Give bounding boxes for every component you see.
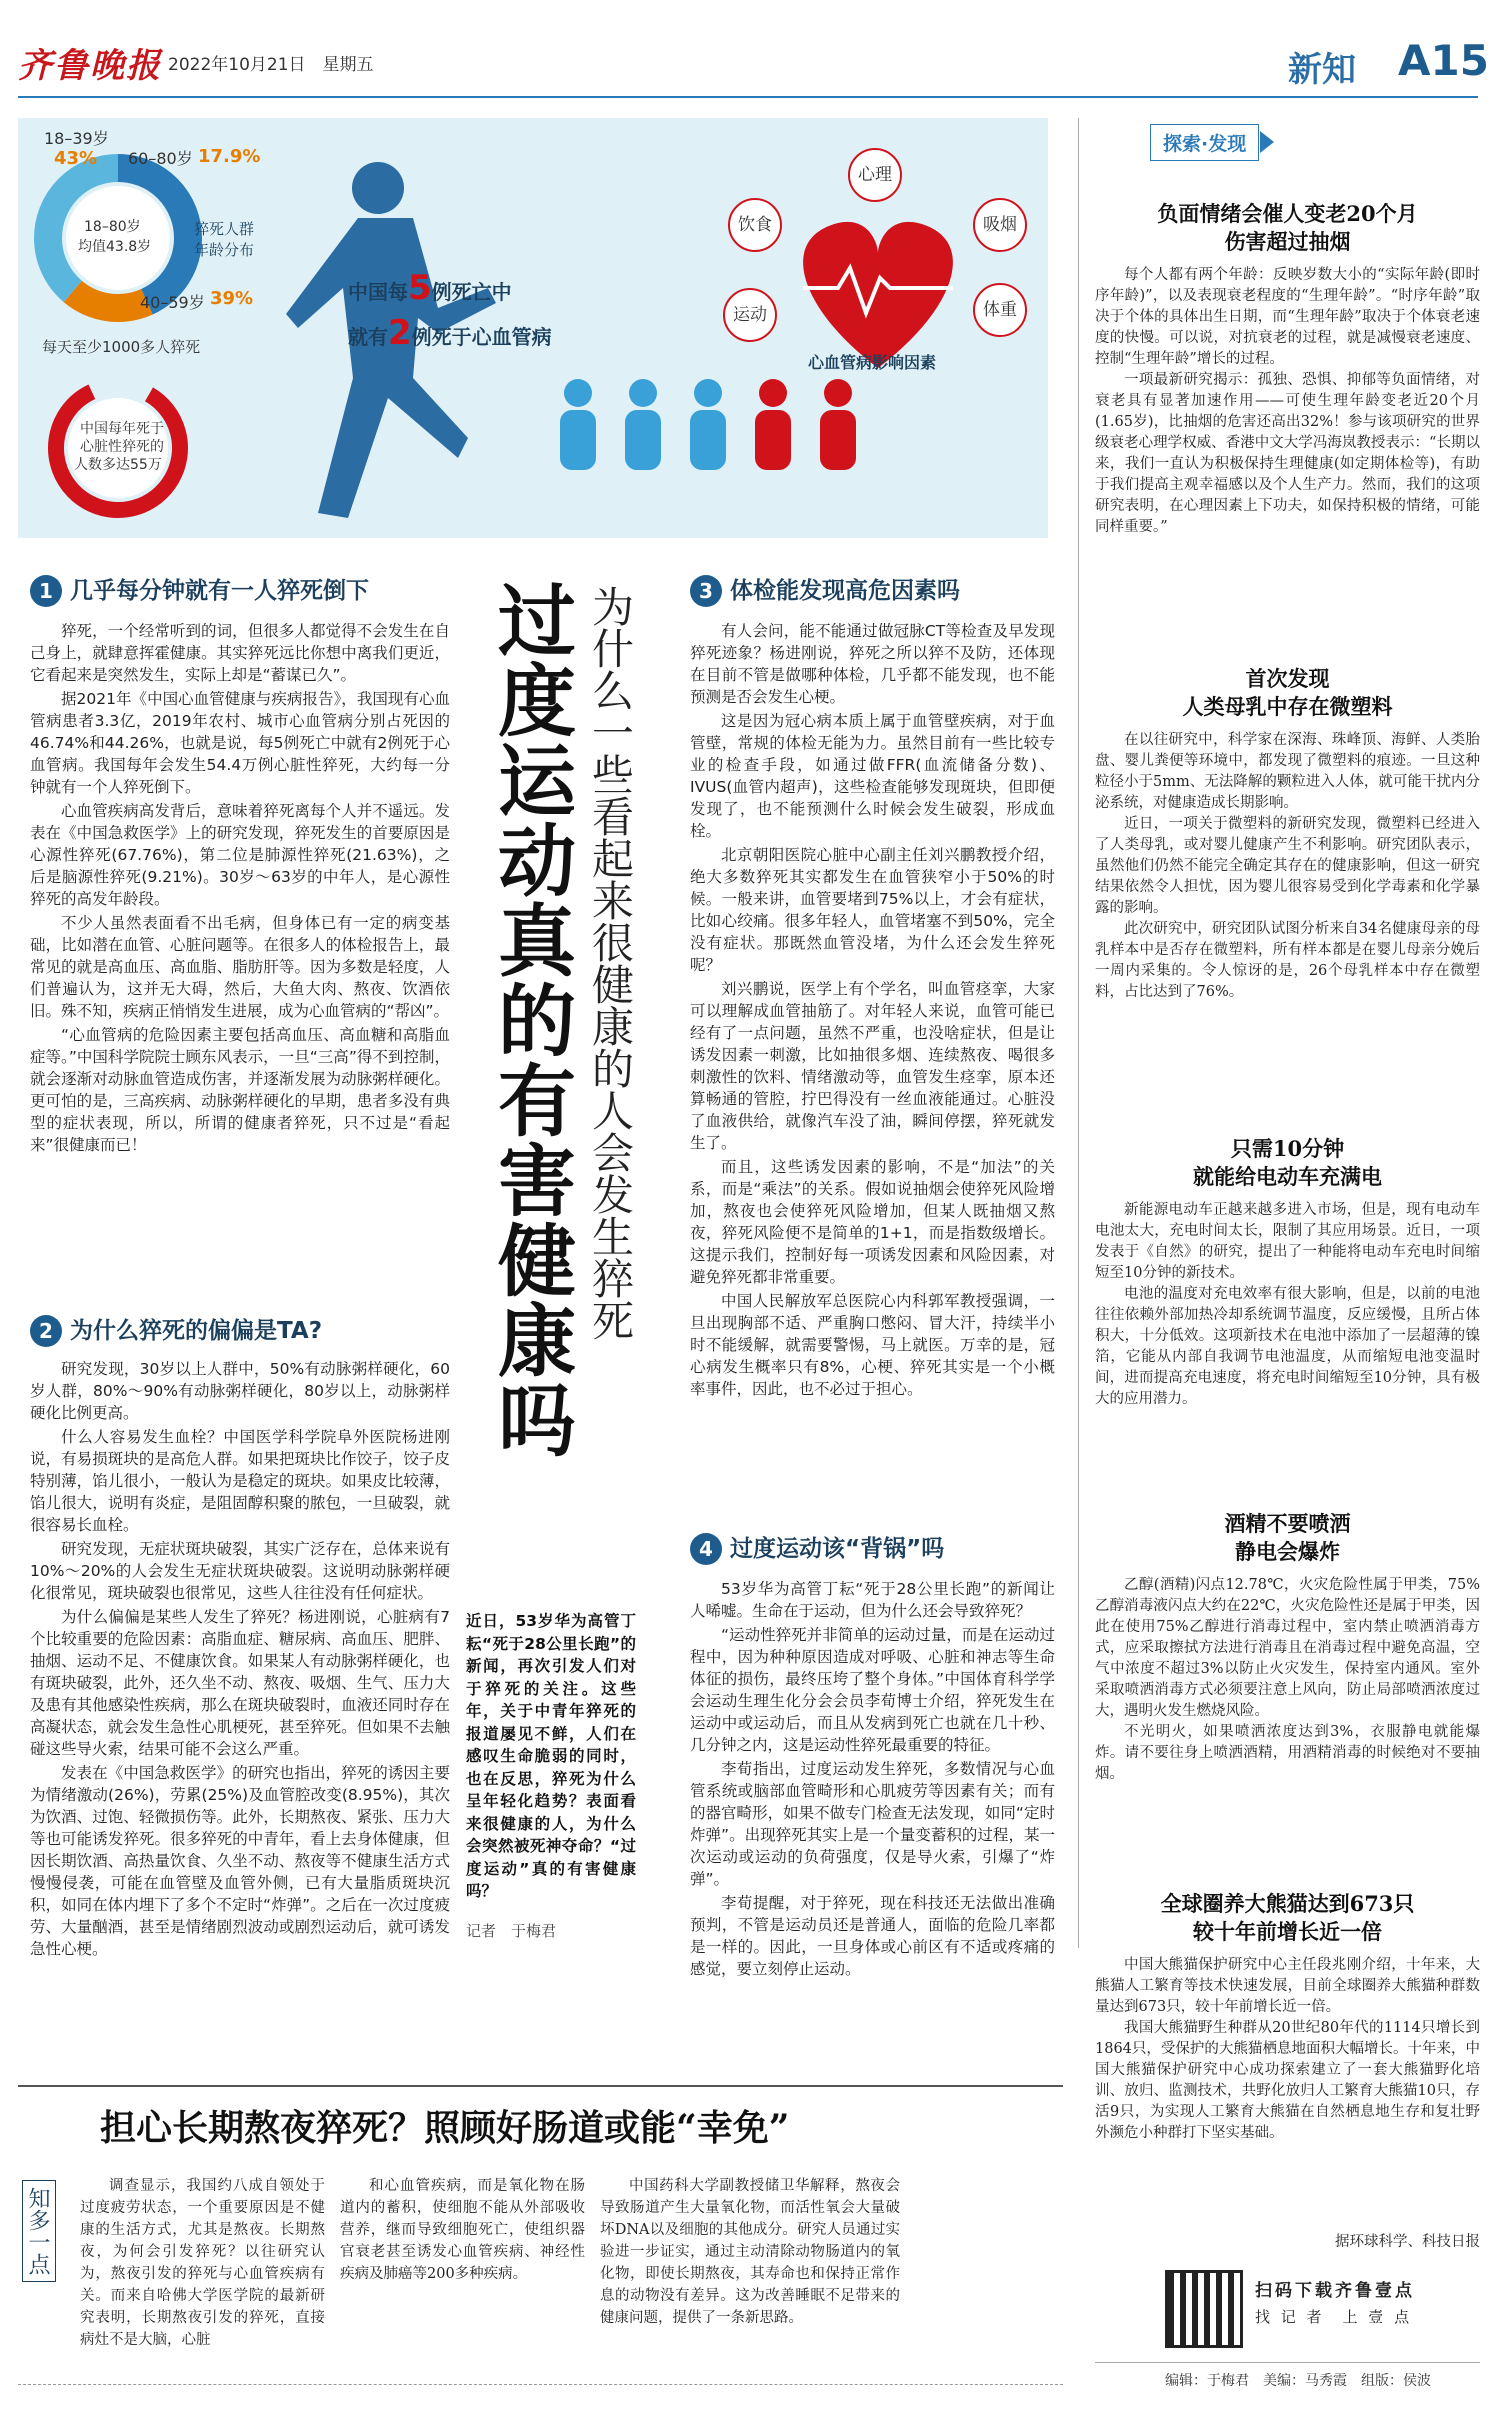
age-pct-18-39: 43% bbox=[54, 148, 98, 169]
qr-caption-line-2: 找 记 者 上 壹 点 bbox=[1255, 2308, 1413, 2326]
footer-rule bbox=[1095, 2362, 1480, 2363]
daily-death-label: 每天至少1000多人猝死 bbox=[42, 338, 201, 356]
annual-label-1: 中国每年死于 bbox=[80, 421, 164, 437]
age-label-60-80: 60–80岁 bbox=[128, 149, 193, 168]
qr-code[interactable] bbox=[1165, 2270, 1243, 2348]
bottom-column-2: 和心血管疾病，而是氧化物在肠道内的蓄积，使细胞不能从外部吸收营养，继而导致细胞死亡，使组织器官衰老甚至诱发心血管疾病、神经性疾病及肺癌等200多种疾病。 bbox=[340, 2178, 585, 2282]
section-4-body: 53岁华为高管丁耘“死于28公里长跑”的新闻让人唏嘘。生命在于运动，但为什么还会导致猝死？ “运动性猝死并非简单的运动过量，而是在运动过程中，因为种种原因造成对呼吸、心脏和神志等生命体征的损伤，最终压垮了整个身体。”中国体育科学学会运动生理生化分会会员李荀博士介绍，猝死发生在运动中或运动后，而且从发病到死亡也就在几十秒、几分钟之内，这是运动性猝死最重要的特征。 李荀指出，过度运动发生猝死，多数情况与心血管系统或脑部血管畸形和心肌疲劳等因素有关；而有的器官畸形，如果不做专门检查无法发现，如同“定时炸弹”。出现猝死其实上是一个量变蓄积的过程，某一次运动或运动的负荷强度，仅是导火索，引爆了“炸弹”。 李荀提醒，对于猝死，现在科技还无法做出准确预判，不管是运动员还是普通人，面临的危险几率都是一样的。因此，一旦身体或心前区有不适或疼痛的感觉，要立刻停止运动。 bbox=[690, 1580, 1055, 1978]
factor-psychology: 心理 bbox=[848, 148, 902, 202]
right-article-5-body: 中国大熊猫保护研究中心主任段兆刚介绍，十年来，大熊猫人工繁育等技术快速发展，目前全球圈养大熊猫种群数量达到673只，较十年前增长近一倍。 我国大熊猫野生种群从20世纪80年代的1114只增长到1864只，受保护的大熊猫栖息地面积大幅增长。十年来，中国大熊猫保护研究中心成功探索建立了一套大熊猫野化培训、放归、监测技术，共野化放归人工繁育大熊猫10只，存活9只，为实现人工繁育大熊猫在自然栖息地生存和复壮野外濒危小种群打下坚实基础。 bbox=[1095, 1957, 1480, 2141]
infographic bbox=[18, 118, 1048, 538]
age-average-label: 均值43.8岁 bbox=[78, 239, 152, 255]
main-title: 过度运动真的有害健康吗 bbox=[485, 580, 576, 1460]
factor-exercise: 运动 bbox=[723, 288, 777, 342]
section-name: 新知 bbox=[1288, 50, 1356, 90]
byline: 记者 于梅君 bbox=[466, 1922, 557, 1940]
people-icons bbox=[560, 379, 856, 470]
age-range-label: 18–80岁 bbox=[84, 219, 141, 235]
masthead bbox=[18, 28, 1489, 98]
factor-smoking: 吸烟 bbox=[973, 198, 1027, 252]
section-4-heading: 4 过度运动该“背锅”吗 bbox=[690, 1530, 944, 1565]
know-more-tag: 知多一点 bbox=[22, 2180, 56, 2282]
qr-caption bbox=[1255, 2278, 1415, 2330]
annual-label-3: 人数多达55万 bbox=[74, 457, 162, 473]
section-1-body: 猝死，一个经常听到的词，但很多人都觉得不会发生在自己身上，就肆意挥霍健康。其实猝死远比你想中离我们更近，它看起来是突然发生，实际上却是“蓄谋已久”。 据2021年《中国心血管健康与疾病报告》，我国现有心血管病患者3.3亿，2019年农村、城市心血管病分别占死因的46.74%和44.26%，也就是说，每5例死亡中就有2例死于心血管病。我国每年会发生54.4万例心脏性猝死，大约每一分钟就有一个人猝死倒下。 心血管疾病高发背后，意味着猝死离每个人并不遥远。发表在《中国急救医学》上的研究发现，猝死发生的首要原因是心源性猝死(67.76%)，第二位是肺源性猝死(21.63%)，之后是脑源性猝死(9.21%)。30岁～63岁的中年人，是心源性猝死的高发年龄段。 不少人虽然表面看不出毛病，但身体已有一定的病变基础，比如潜在血管、心脏问题等。在很多人的体检报告上，最常见的就是高血压、高血脂、脂肪肝等。因为多数是轻度，人们普遍认为，这并无大碍，然后，大鱼大肉、熬夜、饮酒依旧。殊不知，疾病正悄悄发生进展，成为心血管病的“帮凶”。 “心血管病的危险因素主要包括高血压、高血糖和高脂血症等。”中国科学院院士顾东风表示，一旦“三高”得不到控制，就会逐渐对动脉血管造成伤害，并逐渐发展为动脉粥样硬化。更可怕的是，三高疾病、动脉粥样硬化的早期，患者多没有典型的症状表现，所以，所谓的健康者猝死，只不过是“看起来”很健康而已！ bbox=[30, 622, 450, 1154]
age-pct-60-80: 17.9% bbox=[198, 146, 261, 167]
heart-icon bbox=[803, 222, 953, 368]
right-article-1-body: 每个人都有两个年龄：反映岁数大小的“实际年龄(即时序年龄)”，以及表现衰老程度的“生理年龄”。“时序年龄”取决于个体的具体出生日期，而“生理年龄”取决于个体衰老速度的快慢。可以说，对抗衰老的过程，就是减慢衰老速度、控制“生理年龄”增长的过程。 一项最新研究揭示：孤独、恐惧、抑郁等负面情绪，对衰老具有显著加速作用——可使生理年龄变老近20个月(1.65岁)，比抽烟的危害还高出32%！参与该项研究的世界级衰老心理学权威、香港中文大学冯海岚教授表示：“长期以来，我们一直认为积极保持生理健康(如定期体检等)，有助于我们提高主观幸福感以及个人生产力。然而，我们的这项研究表明，在心理因素上下功夫，如保持积极的情绪，可能同样重要。” bbox=[1095, 267, 1480, 535]
main-subtitle: 为什么一些看起来很健康的人会发生猝死 bbox=[586, 585, 635, 1341]
editor-credits: 编辑：于梅君 美编：马秀霞 组版：侯波 bbox=[1165, 2373, 1431, 2389]
explore-discover-tag: 探索·发现 bbox=[1150, 124, 1259, 161]
factors-title: 心血管病影响因素 bbox=[808, 353, 937, 372]
factor-weight: 体重 bbox=[973, 283, 1027, 337]
age-pct-40-59: 39% bbox=[210, 288, 254, 309]
right-article-2-body: 在以往研究中，科学家在深海、珠峰顶、海鲜、人类胎盘、婴儿粪便等环境中，都发现了微塑料的痕迹。一旦这种粒径小于5mm、无法降解的颗粒进入人体，就可能干扰内分泌系统，对健康造成长期影响。 近日，一项关于微塑料的新研究发现，微塑料已经进入了人类母乳，或对婴儿健康产生不利影响。研究团队表示，虽然他们仍然不能完全确定其存在的健康影响，但这一研究结果依然令人担忧，因为婴儿很容易受到化学毒素和化学暴露的影响。 此次研究中，研究团队试图分析来自34名健康母亲的母乳样本中是否存在微塑料，所有样本都是在婴儿母亲分娩后一周内采集的。令人惊讶的是，26个母乳样本中存在微塑料，占比达到了76%。 bbox=[1095, 732, 1480, 1000]
bottom-column-1: 调查显示，我国约八成自领处于过度疲劳状态，一个重要原因是不健康的生活方式，尤其是熬夜。长期熬夜，为何会引发猝死？以往研究认为，熬夜引发的猝死与心血管疾病有关。而来自哈佛大学医学院的最新研究表明，长期熬夜引发的猝死，直接病灶不是大脑，心脏 bbox=[80, 2178, 325, 2348]
section-2-body: 研究发现，30岁以上人群中，50%有动脉粥样硬化，60岁人群，80%～90%有动脉粥样硬化，80岁以上，动脉粥样硬化比例更高。 什么人容易发生血栓？中国医学科学院阜外医院杨进刚说，有易损斑块的是高危人群。如果把斑块比作饺子，饺子皮特别薄，馅儿很小，一般认为是稳定的斑块。如果皮比较薄，馅儿很大，说明有炎症，是阻固醇积聚的脓包，一旦破裂，就很容易长血栓。 研究发现，无症状斑块破裂，其实广泛存在，总体来说有10%～20%的人会发生无症状斑块破裂。这说明动脉粥样硬化很常见，斑块破裂也很常见，这些人往往没有任何症状。 为什么偏偏是某些人发生了猝死？杨进刚说，心脏病有7个比较重要的危险因素：高脂血症、糖尿病、高血压、肥胖、抽烟、运动不足、不健康饮食。如果某人有动脉粥样硬化，也有斑块破裂，此外，还久坐不动、熬夜、吸烟、生气、压力大及患有其他感染性疾病，那么在斑块破裂时，血液还同时存在高凝状态，就会发生急性心肌梗死，甚至猝死。但如果不去触碰这些导火索，结果可能不会这么严重。 发表在《中国急救医学》的研究也指出，猝死的诱因主要为情绪激动(26%)，劳累(25%)及血管腔改变(8.95%)，其次为饮酒、过饱、轻微损伤等。此外，长期熬夜、紧张、压力大等也可能诱发猝死。很多猝死的中青年，看上去身体健康，但因长期饮酒、高热量饮食、久坐不动、熬夜等不健康生活方式慢慢侵袭，可能在血管壁及血管外侧，已有大量脂质斑块沉积，如同在体内埋下了多个不定时“炸弹”。之后在一次过度疲劳、大量酗酒，甚至是情绪剧烈波动或剧烈运动后，就可诱发急性心梗。 bbox=[30, 1360, 450, 1958]
section-3-heading: 3 体检能发现高危因素吗 bbox=[690, 572, 960, 607]
right-article-2-heading: 首次发现 人类母乳中存在微塑料 bbox=[1182, 666, 1393, 719]
newspaper-logo: 齐鲁晚报 bbox=[18, 46, 162, 86]
right-article-5-heading: 全球圈养大熊猫达到673只 较十年前增长近一倍 bbox=[1160, 1891, 1415, 1944]
right-article-3-heading: 只需10分钟 就能给电动车充满电 bbox=[1193, 1136, 1382, 1189]
age-chart-title: 猝死人群 年龄分布 bbox=[194, 220, 255, 259]
stat-line-1: 中国每5例死亡中 bbox=[348, 268, 512, 308]
issue-date: 2022年10月21日 星期五 bbox=[168, 55, 374, 75]
lead-paragraph: 近日，53岁华为高管丁耘“死于28公里长跑”的新闻，再次引发人们对于猝死的关注。这些年，关于中青年猝死的报道屡见不鲜，人们在感叹生命脆弱的同时，也在反思，猝死为什么呈年轻化趋势？表面看来很健康的人，为什么会突然被死神夺命？“过度运动”真的有害健康吗？ bbox=[466, 1612, 636, 1900]
factor-diet: 饮食 bbox=[728, 198, 782, 252]
stat-line-2: 就有2例死于心血管病 bbox=[348, 313, 552, 353]
right-article-3-body: 新能源电动车正越来越多进入市场，但是，现有电动车电池太大，充电时间太长，限制了其应用场景。近日，一项发表于《自然》的研究，提出了一种能将电动车充电时间缩短至10分钟的新技术。 电池的温度对充电效率有很大影响，但是，以前的电池往往依赖外部加热冷却系统调节温度，反应缓慢，且所占体积大，十分低效。这项新技术在电池中添加了一层超薄的镍箔，它能从内部自我调节电池温度，从而缩短电池变温时间，进而提高充电速度，将充电时间缩短至10分钟，具有极大的应用潜力。 bbox=[1095, 1202, 1480, 1407]
right-article-1-heading: 负面情绪会催人变老20个月 伤害超过抽烟 bbox=[1157, 201, 1418, 254]
page-number: A15 bbox=[1398, 36, 1489, 85]
qr-caption-line-1: 扫码下载齐鲁壹点 bbox=[1255, 2281, 1415, 2301]
column-divider bbox=[1078, 118, 1079, 1948]
bottom-column-3: 中国药科大学副教授储卫华解释，熬夜会导致肠道产生大量氧化物，而活性氧会大量破坏DNA以及细胞的其他成分。研究人员通过实验进一步证实，通过主动清除动物肠道内的氧化物，即使长期熬夜，其寿命也和保持正常作息的动物没有差异。这为改善睡眠不足带来的健康问题，提供了一条新思路。 bbox=[600, 2178, 900, 2326]
right-article-4-body: 乙醇(酒精)闪点12.78℃，火灾危险性属于甲类，75%乙醇消毒液闪点大约在22℃，火灾危险性还是属于甲类，因此在使用75%乙醇进行消毒过程中，室内禁止喷洒消毒方式，应采取擦拭方法进行消毒且在消毒过程中避免高温，空气中浓度不超过3%以防止火灾发生，保持室内通风。室外采取喷洒消毒方式必须要注意上风向，防止局部喷洒浓度过大，遇明火发生燃烧风险。 不光明火，如果喷洒浓度达到3%，衣服静电就能爆炸。请不要往身上喷洒酒精，用酒精消毒的时候绝对不要抽烟。 bbox=[1095, 1577, 1480, 1782]
right-source-credit: 据环球科学、科技日报 bbox=[1335, 2234, 1480, 2250]
right-article-4-heading: 酒精不要喷洒 静电会爆炸 bbox=[1224, 1511, 1351, 1564]
age-label-40-59: 40–59岁 bbox=[140, 293, 205, 312]
section-3-body: 有人会问，能不能通过做冠脉CT等检查及早发现猝死迹象？杨进刚说，猝死之所以猝不及防，还体现在目前不管是做哪种体检，几乎都不能发现，也不能预测是否会发生心梗。 这是因为冠心病本质上属于血管壁疾病，对于血管壁，常规的体检无能为力。虽然目前有一些比较专业的检查手段，如通过做FFR(血流储备分数)、IVUS(血管内超声)，这些检查能够发现斑块，但即便发现了，也不能预测什么时候会发生破裂，形成血栓。 北京朝阳医院心脏中心副主任刘兴鹏教授介绍，绝大多数猝死其实都发生在血管狭窄小于50%的时候。一般来讲，血管要堵到75%以上，才会有症状，比如心绞痛。很多年轻人，血管堵塞不到50%，完全没有症状。那既然血管没堵，为什么还会发生猝死呢？ 刘兴鹏说，医学上有个学名，叫血管痉挛，大家可以理解成血管抽筋了。对年轻人来说，血管可能已经有了一点问题，虽然不严重，也没啥症状，但是让诱发因素一刺激，比如抽很多烟、连续熬夜、喝很多刺激性的饮料、情绪激动等，血管发生痉挛，原本还算畅通的管腔，拧巴得没有一丝血液能通过。心脏没了血液供给，就像汽车没了油，瞬间停摆，猝死就发生了。 而且，这些诱发因素的影响，不是“加法”的关系，而是“乘法”的关系。假如说抽烟会使猝死风险增加，熬夜也会使猝死风险增加，但某人既抽烟又熬夜，猝死风险便不是简单的1+1，而是指数级增长。这提示我们，控制好每一项诱发因素和风险因素，对避免猝死都非常重要。 中国人民解放军总医院心内科郭军教授强调，一旦出现胸部不适、严重胸口憋闷、冒大汗，持续半小时不能缓解，就需要警惕，马上就医。万幸的是，冠心病发生概率只有8%，心梗、猝死其实是一个小概率事件，因此，也不必过于担心。 bbox=[690, 622, 1055, 1398]
age-label-18-39: 18–39岁 bbox=[44, 129, 109, 148]
section-2-heading: 2 为什么猝死的偏偏是TA? bbox=[30, 1312, 322, 1347]
section-1-heading: 1 几乎每分钟就有一人猝死倒下 bbox=[30, 572, 369, 607]
annual-label-2: 心脏性猝死的 bbox=[80, 439, 164, 455]
bottom-article-title: 担心长期熬夜猝死？照顾好肠道或能“幸免” bbox=[100, 2107, 790, 2149]
